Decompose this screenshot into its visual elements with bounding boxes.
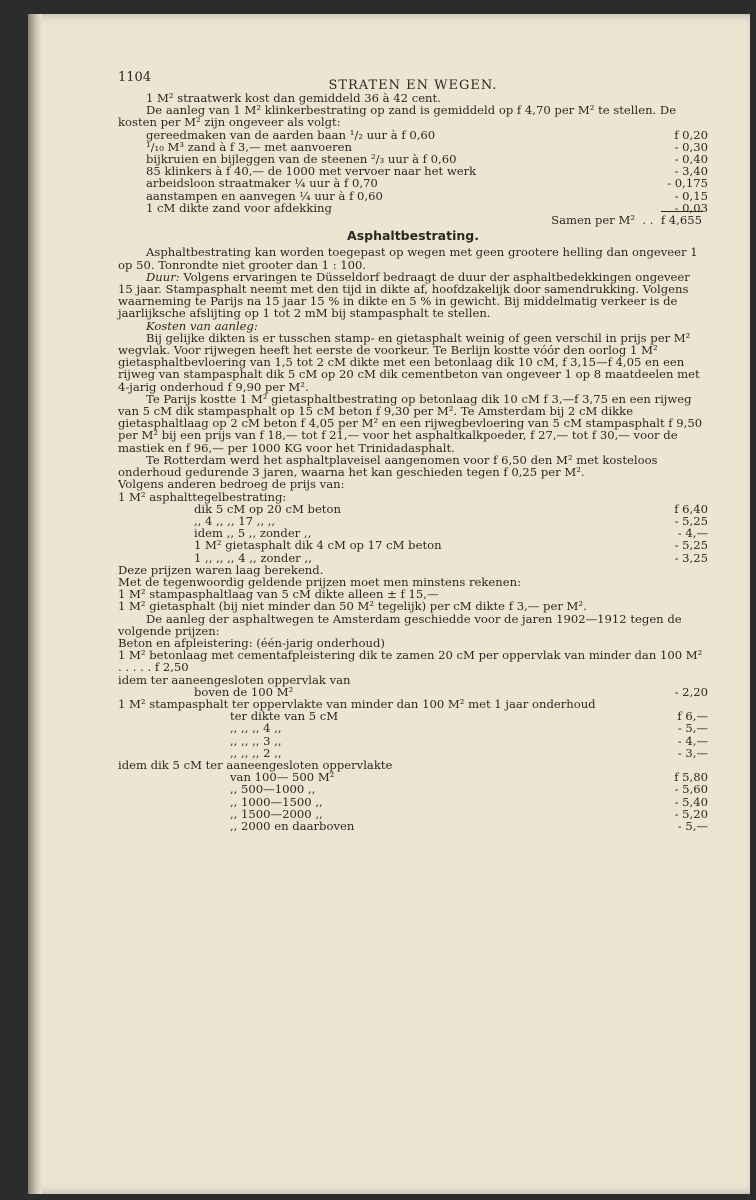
cost-total: Samen per M² . . f 4,655 xyxy=(551,213,702,228)
cost-item: ¹/₁₀ M³ zand à f 3,— met aanvoeren - 0,30 xyxy=(146,139,708,154)
para-idem-5cm: idem dik 5 cM ter aaneengesloten oppervlakte xyxy=(118,757,393,772)
para-paris: Te Parijs kostte 1 M² gietasphaltbestrating op betonlaag dik 10 cM f 3,—f 3,75 en een rijweg van 5 cM dik stampasphalt op 15 cM beton f 9,30 per M². Te Amsterdam bij 2 cM dikke gietasphaltlaag op 2 cM beton f 4,05 per M² en een rijwegbevloering van 5 cM stampasphalt f 9,50 per M² bij een prijs van f 18,— tot f 21,— voor het asphaltkalkpoeder, f 27,— tot f 30,— voor de mastiek en f 96,— per 1000 KG voor het Trinidadasphalt. xyxy=(118,391,703,455)
tile-heading: 1 M² asphalttegelbestrating: xyxy=(118,489,287,504)
intro-line2: De aanleg van 1 M² klinkerbestrating op zand is gemiddeld op f 4,70 per M² te stellen. De kosten per M² zijn ongeveer als volgt: xyxy=(118,103,677,130)
tile-row: ,, 4 ,, ,, 17 ,, ,, - 5,25 xyxy=(194,513,708,528)
area-row: ,, 1000—1500 ,, - 5,40 xyxy=(230,794,708,809)
total-value: f 4,655 xyxy=(660,213,702,228)
para-low-prices: Deze prijzen waren laag berekend. xyxy=(118,562,324,577)
para-stampasphalt: 1 M² stampasphalt ter oppervlakte van minder dan 100 M² met 1 jaar onderhoud xyxy=(118,696,596,711)
betonlaag-price: f 2,50 xyxy=(154,660,189,675)
page-content xyxy=(118,66,708,832)
giet-row: 1 ,, ,, ,, 4 ,, zonder ,, - 3,25 xyxy=(194,550,708,565)
page-gutter xyxy=(28,14,42,1194)
tile-row: dik 5 cM op 20 cM beton f 6,40 xyxy=(194,501,708,516)
para-current-prices: Met de tegenwoordig geldende prijzen moet men minstens rekenen: xyxy=(118,574,521,589)
cost-item: 85 klinkers à f 40,— de 1000 met vervoer naar het werk - 3,40 xyxy=(146,164,708,179)
para-betonlaag: 1 M² betonlaag met cementafpleistering dik te zamen 20 cM per oppervlak van minder dan 100 M² . . . . . f 2,50 xyxy=(118,648,703,675)
section-heading: Asphaltbestrating. xyxy=(347,228,479,244)
giet-row: 1 M² gietasphalt dik 4 cM op 17 cM beton - 5,25 xyxy=(194,538,708,553)
cost-item: bijkruien en bijleggen van de steenen ²/₃ uur à f 0,60 - 0,40 xyxy=(146,152,708,167)
para-berlin: Bij gelijke dikten is er tusschen stamp- en gietasphalt weinig of geen verschil in prijs per M² wegvlak. Voor rijwegen heeft het eerste de voorkeur. Te Berlijn kostte vóór den oorlog 1 M² gietasphaltbevloering van 1,5 tot 2 cM dikte met een betonlaag dik 10 cM, f 3,15—f 4,05 en een rijweg van stampasphalt dik 5 cM op 20 cM dik cementbeton van ongeveer 1 op 8 maatdeelen met 4-jarig onderhoud f 9,90 per M². xyxy=(118,330,700,394)
stamp-row: ,, ,, ,, 3 ,, - 4,— xyxy=(230,733,708,748)
para-amsterdam: De aanleg der asphaltwegen te Amsterdam geschiedde voor de jaren 1902—1912 tegen de volgende prijzen: xyxy=(118,611,682,638)
cost-list xyxy=(118,129,708,214)
area-row: ,, 1500—2000 ,, - 5,20 xyxy=(230,806,708,821)
cost-item: aanstampen en aanvegen ¼ uur à f 0,60 - 0,15 xyxy=(146,188,708,203)
tile-row: idem ,, 5 ,, zonder ,, - 4,— xyxy=(194,526,708,541)
para-idem-oppervlak: idem ter aaneengesloten oppervlak van xyxy=(118,672,351,687)
area-row: ,, 500—1000 ,, - 5,60 xyxy=(230,782,708,797)
stamp-row: ,, ,, ,, 2 ,, - 3,— xyxy=(230,745,708,760)
para-rotterdam: Te Rotterdam werd het asphaltplaveisel aangenomen voor f 6,50 den M² met kosteloos onderhoud gedurende 3 jaren, waarna het kan geschieden tegen f 0,25 per M². xyxy=(118,452,658,480)
cost-item: 1 cM dikte zand voor afdekking - 0,03 xyxy=(146,200,708,215)
stamp-row: ,, ,, ,, 4 ,, - 5,— xyxy=(230,721,708,736)
intro-line1: 1 M² straatwerk kost dan gemiddeld 36 à 42 cent. xyxy=(146,91,441,105)
running-header xyxy=(118,66,708,92)
running-title: STRATEN EN WEGEN. xyxy=(328,78,498,93)
area-row: van 100— 500 M² f 5,80 xyxy=(230,770,708,785)
boven-row: boven de 100 M² - 2,20 xyxy=(194,684,708,699)
total-label: Samen per M² xyxy=(551,213,636,228)
para-others: Volgens anderen bedroeg de prijs van: xyxy=(118,477,345,492)
area-row: ,, 2000 en daarboven - 5,— xyxy=(230,818,708,833)
duration-lead: Duur: xyxy=(146,269,180,284)
para-duration xyxy=(118,271,708,320)
para-giet-price: 1 M² gietasphalt (bij niet minder dan 50 M² tegelijk) per cM dikte f 3,— per M². xyxy=(118,599,587,614)
stamp-row: ter dikte van 5 cM f 6,— xyxy=(230,709,708,724)
page-number: 1104 xyxy=(118,70,152,85)
duration-text: Volgens ervaringen te Düsseldorf bedraagt de duur der asphaltbedekkingen ongeveer 15 jaar. Stampasphalt neemt met den tijd in dikte af, hoofdzakelijk door samendrukking. Volgens waarneming te Parijs na 15 jaar 15 % in dikte en 5 % in gewicht. Bij middelmatig verkeer is de jaarlijksche afslijting op 1 tot 2 mM bij stampasphalt te stellen. xyxy=(118,269,690,321)
para-stamp-layer: 1 M² stampasphaltlaag van 5 cM dikte alleen ± f 15,— xyxy=(118,587,439,602)
cost-item: gereedmaken van de aarden baan ¹/₂ uur à f 0,60 f 0,20 xyxy=(146,127,708,142)
cost-item: arbeidsloon straatmaker ¼ uur à f 0,70 - 0,175 xyxy=(146,176,708,191)
costs-lead: Kosten van aanleg: xyxy=(146,318,258,333)
para-slope: Asphaltbestrating kan worden toegepast op wegen met geen grootere helling dan ongeveer 1 op 50. Tonrondte niet grooter dan 1 : 100. xyxy=(118,245,698,272)
para-beton-heading: Beton en afpleistering: (één-jarig onderhoud) xyxy=(118,635,385,650)
